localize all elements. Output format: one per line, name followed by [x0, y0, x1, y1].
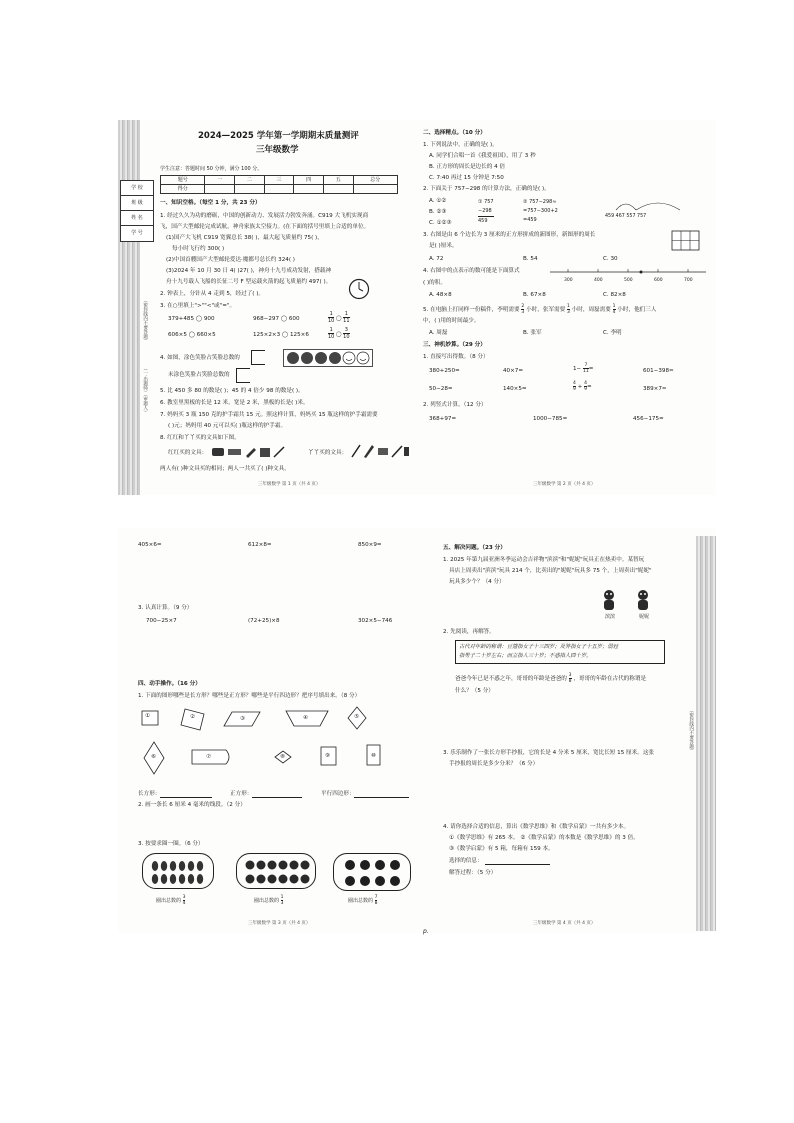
- section-1-heading: 一、知识空格。（每空 1 分，共 23 分）: [160, 200, 261, 206]
- frac-den: 10: [328, 334, 335, 341]
- info-label-id: 学 号: [131, 230, 143, 236]
- choice-4-option: B. 67×8: [523, 292, 546, 298]
- tick-label: 400: [594, 278, 603, 283]
- fraction: [183, 895, 186, 906]
- choice-3: 3. 右图是由 6 个边长为 3 厘米的正方形拼成的新图形，新图形的周长: [423, 232, 596, 238]
- problem-1: 1. 2025 年第九届亚洲冬季运动会吉祥物"滨滨"和"妮妮"玩具正在热卖中。某智玩: [443, 557, 645, 563]
- page-3: [128, 528, 418, 933]
- binding-note-2: （一·出题师）（审题人）: [142, 366, 148, 415]
- info-label-school: 学 校: [121, 181, 153, 196]
- tick-label: 300: [564, 278, 573, 283]
- score-header: 总分: [353, 176, 397, 185]
- rectangle-answer-line[interactable]: [160, 797, 212, 798]
- question-1-1-cont: 每小时飞行约 300( ): [172, 246, 225, 252]
- fruit-group-apples: [333, 853, 411, 891]
- choice-1-c: C. 7:40 再过 15 分钟是 7:50: [429, 175, 504, 181]
- fraction-answer-bracket[interactable]: [251, 350, 265, 365]
- mascot-icons: [598, 588, 656, 612]
- number-line-figure: [548, 266, 708, 278]
- fraction-answer-bracket[interactable]: [236, 368, 250, 383]
- shape-label: ④: [303, 715, 308, 721]
- notice: 学生注意：答题时间 50 分钟，满分 100 分。: [160, 166, 263, 172]
- calc-item-fraction-2: $\frac{4}{9}$ + $\frac{4}{9}$ =: [573, 381, 592, 392]
- calc-line: =459: [523, 217, 537, 223]
- reading-line: 古代对年龄的称谓：豆蔻指女子十三四岁；及笄指女子十五岁；弱冠: [459, 644, 618, 650]
- question-7-cont: ( )元；妈妈用 40 元可以买( )瓶这样的护手霜。: [168, 423, 287, 429]
- vertical-calc-item: 368+97=: [429, 416, 457, 422]
- rectangle-answer-label: 长方形：: [138, 791, 161, 797]
- choice-5-mid2: 小时，周磊需要: [571, 307, 611, 313]
- compare-fraction-1: $\frac{1}{10}$ ◯ $\frac{1}{11}$: [328, 311, 350, 325]
- shape-label: ⑧: [280, 754, 285, 760]
- choice-4-option: A. 48×8: [429, 292, 452, 298]
- stationery-ya-icons: [350, 443, 410, 459]
- six-squares-figure: [671, 230, 701, 252]
- frac-num: 1: [329, 311, 333, 317]
- page-mark: p.: [423, 928, 429, 935]
- fraction: [375, 895, 378, 906]
- question-2: 2. 钟表上，分针从 4 走到 5，经过了( )。: [160, 291, 265, 297]
- smiley-faces-figure: [283, 349, 373, 367]
- binding-strip-left: [118, 120, 140, 495]
- info-label-name: 姓 名: [121, 211, 153, 226]
- score-header: 二: [235, 176, 265, 185]
- parallelogram-answer-label: 平行四边形：: [321, 791, 355, 797]
- choice-2-vertical-calc: [478, 198, 494, 226]
- choice-5-cont: 中，( )用的时间最少。: [423, 318, 480, 324]
- calc-line: =757−300+2: [523, 208, 558, 214]
- calc-line: 459: [478, 218, 488, 224]
- question-4-cont: 未涂色笑脸占笑脸总数的: [168, 372, 230, 378]
- exam-sheet-top: [118, 120, 716, 495]
- score-header: 五: [323, 176, 353, 185]
- choice-2-option: C. ①②③: [429, 220, 452, 226]
- mascot-label: 妮妮: [639, 614, 650, 620]
- shape-label: ⑥: [151, 754, 156, 760]
- score-cell[interactable]: [323, 185, 353, 194]
- calc-operator: +: [577, 384, 583, 390]
- shape-label: ⑤: [354, 714, 359, 720]
- shape-label: ⑦: [206, 754, 211, 760]
- frac-num: 3: [344, 327, 348, 333]
- calc-3-heading: 3. 认真计算。（9 分）: [138, 605, 193, 611]
- fraction-1-3: $\frac{1}{3}$: [567, 304, 570, 315]
- page-4: [443, 528, 698, 933]
- score-table: [160, 175, 398, 194]
- calc-item: 389×7≈: [643, 386, 667, 392]
- section-3-heading: 三、神机妙算。（29 分）: [423, 342, 486, 348]
- circle-instruction: [156, 895, 185, 906]
- fraction-1-4: $\frac{1}{4}$: [612, 304, 616, 315]
- choice-4-option: C. 82×8: [603, 292, 626, 298]
- problem-1-cont-2: 玩具多少个？（4 分）: [449, 579, 505, 585]
- circle-label: 圈出总数的: [348, 898, 374, 904]
- binding-strip-right: [696, 536, 716, 931]
- choice-3-option: C. 30: [603, 256, 618, 262]
- question-1-3: (3)2024 年 10 月 30 日 4( )27( )，神舟十九号成功发射，搭载神: [166, 268, 332, 274]
- circle-label: 圈出总数的: [156, 898, 182, 904]
- operation-2: 2. 画一条长 6 厘米 4 毫米的线段。（2 分）: [138, 802, 246, 808]
- page-footer: 三年级数学 第 3 页（共 4 页）: [248, 921, 311, 926]
- fraction-3-8: $\frac{3}{8}$: [568, 673, 572, 684]
- page-2: [423, 120, 716, 495]
- choice-4: 4. 右图中的点表示的数可能是下面算式: [423, 268, 520, 274]
- frac-den: 10: [328, 318, 335, 325]
- calc-2-heading: 2. 列竖式计算。（12 分）: [423, 402, 487, 408]
- frac-den: 11: [343, 318, 350, 325]
- compare-item: 606×5 ◯ 660×5: [168, 332, 216, 338]
- problem-3: 3. 乐乐制作了一张长方形手抄报，它的长是 4 分米 5 厘米，宽比长短 15 厘米。这张: [443, 750, 655, 756]
- page-footer: 三年级数学 第 1 页（共 4 页）: [258, 482, 321, 487]
- problem-2-question: [455, 673, 646, 684]
- fraction: [281, 895, 284, 906]
- choice-1: 1. 下列说法中，正确的是( )。: [423, 142, 498, 148]
- question-6: 6. 教室里黑板的长是 12 米，宽是 2 米，黑板的长是( )米。: [160, 400, 309, 406]
- page-1: [158, 120, 418, 495]
- choice-2-estimate-calc: [523, 198, 558, 225]
- subject-title: 三年级数学: [256, 145, 299, 155]
- frac-num: 1: [329, 327, 333, 333]
- square-answer-line[interactable]: [252, 797, 302, 798]
- operation-3: 3. 按要求圈一圈。（6 分）: [138, 841, 204, 847]
- student-info-box: [120, 180, 154, 242]
- frac-num: 1: [344, 311, 348, 317]
- choice-5-option: C. 李明: [603, 330, 622, 336]
- frac-num: 1: [280, 895, 284, 900]
- compare-item: 379+485 ◯ 900: [168, 316, 215, 322]
- calc-item: 601−398≈: [643, 368, 674, 374]
- problem-2-question-cont: 什么？（5 分）: [455, 688, 494, 694]
- number-line-jump-figure: [608, 196, 688, 214]
- clock-icon: [348, 278, 370, 300]
- shape-label: ⑨: [325, 753, 330, 759]
- shapes-figure: [140, 706, 390, 784]
- problem-2-text-2: ，哥哥的年龄在古代的称谓是: [573, 676, 647, 682]
- score-header: 一: [205, 176, 235, 185]
- vertical-calc-item: 612×8=: [248, 542, 272, 548]
- score-cell[interactable]: [353, 185, 397, 194]
- calc-prefix: 1−: [573, 366, 582, 372]
- fruit-group-pears: [142, 853, 214, 889]
- problem-1-cont: 具店上周卖出"滨滨"玩具 214 个，比卖出的"妮妮"玩具多 75 个，上周卖出"妮妮": [449, 568, 652, 574]
- problem-4-info: ①《数学思维》有 265 本。 ②《数学启蒙》的本数是《数学思维》的 3 倍。: [449, 835, 639, 841]
- score-cell[interactable]: [264, 185, 294, 194]
- shape-label: ③: [240, 716, 245, 722]
- vertical-calc-item: 456−175=: [633, 416, 664, 422]
- choice-3-option: B. 54: [523, 256, 538, 262]
- info-label-class: 班 级: [121, 196, 153, 211]
- section-2-heading: 二、选择精点。（10 分）: [423, 130, 486, 136]
- binding-note: （密封线内不要答题）: [142, 298, 148, 343]
- choice-2-option: B. ②③: [429, 209, 447, 215]
- calc-line: ① 757: [478, 199, 494, 205]
- choice-5-end: 小时，他们三人: [617, 307, 657, 313]
- calc-item: 380+250=: [429, 368, 460, 374]
- problem-4-process-label: 解答过程：（5 分）: [449, 870, 497, 876]
- circle-instruction: [254, 895, 283, 906]
- vertical-calc-item: 1000−785=: [533, 416, 568, 422]
- question-8-ya: 丫丫买的文具：: [308, 450, 348, 456]
- reading-line: 指男子二十岁左右；而立指人三十岁；不惑指人四十岁。: [459, 653, 592, 659]
- problem-4: 4. 请你选择合适的信息，算出《数学思维》和《数学启蒙》一共有多少本。: [443, 824, 630, 830]
- vertical-calc-item: 405×6=: [138, 542, 162, 548]
- problem-4-info-2: ③《数学启蒙》有 5 箱，每箱有 159 本。: [449, 846, 554, 852]
- question-1-cont: 飞，国产大型邮轮完成试航，神舟家族太空接力。(在下面的括号里填上合适的单位。: [160, 224, 370, 230]
- score-header: 题号: [161, 176, 205, 185]
- choice-3-option: A. 72: [429, 256, 444, 262]
- score-cell[interactable]: [205, 185, 235, 194]
- parallelogram-answer-line[interactable]: [354, 797, 409, 798]
- tick-label: 600: [654, 278, 663, 283]
- frac-den: 3: [280, 901, 284, 906]
- question-1-3-cont: 舟十九号载人飞船的长征二号 F 型运载火箭的起飞质量约 497( )。: [166, 279, 332, 285]
- frac-den: 10: [343, 334, 350, 341]
- tick-label: 700: [684, 278, 693, 283]
- score-row-label: 得分: [161, 185, 205, 194]
- mascot-label: 滨滨: [605, 614, 616, 620]
- shape-label: ②: [190, 714, 195, 720]
- exam-sheet-bottom: [118, 528, 716, 933]
- question-5: 5. 比 450 多 80 的数是( )；45 的 4 倍少 98 的数是( )。: [160, 388, 304, 394]
- frac-den: 4: [182, 901, 186, 906]
- square-answer-label: 正方形：: [230, 791, 253, 797]
- fruit-group-strawberries: [236, 853, 316, 889]
- fraction-2-3: $\frac{2}{3}$: [521, 304, 525, 315]
- pear-icons: [143, 854, 215, 890]
- shape-label: ⑩: [371, 753, 376, 759]
- question-7: 7. 妈妈买 3 瓶 150 克的护手霜共 15 元。照这样计算，妈妈买 15 瓶这样的护手霜需要: [160, 412, 378, 418]
- choice-1-a: A. 同学们合唱一首《我爱祖国》，用了 3 秒: [429, 153, 536, 159]
- vertical-calc-item: 850×9=: [358, 542, 382, 548]
- frac-den: 8: [374, 901, 378, 906]
- calc-item: 40×7=: [503, 368, 524, 374]
- calc-item: 50−28=: [429, 386, 453, 392]
- mixed-calc-item: (72+25)×8: [248, 618, 280, 624]
- question-4: 4. 如图，涂色笑脸占笑脸总数的: [160, 355, 240, 361]
- question-8-answer: 两人有( )种文具买的相同；两人一共买了( )种文具。: [160, 466, 290, 472]
- choice-2-option: A. ①②: [429, 198, 447, 204]
- compare-fraction-2: $\frac{1}{10}$ ◯ $\frac{3}{10}$: [328, 327, 350, 341]
- section-5-heading: 五、解决问题。（23 分）: [443, 545, 506, 551]
- calc-item: 140×5=: [503, 386, 527, 392]
- binding-note-right: （密封线内不要答题）: [688, 708, 694, 753]
- page-footer: 三年级数学 第 2 页（共 4 页）: [533, 482, 596, 487]
- choice-5: [423, 304, 656, 315]
- score-table-row: [161, 185, 398, 194]
- question-1: 1. 经过久久为功的磨砺，中国的创新动力、发展活力勃发奔涌。C919 大飞机实现商: [160, 213, 369, 219]
- exam-title: 2024—2025 学年第一学期期末质量测评: [198, 131, 359, 141]
- calc-1-heading: 1. 直接写出得数。（8 分）: [423, 354, 489, 360]
- question-1-2: (2)中国首艘国产大型邮轮爱达·魔都号总长约 324( ): [166, 257, 295, 263]
- stationery-red-icons: [210, 445, 290, 459]
- question-3: 3. 在○里填上">""<"或"="。: [160, 303, 236, 309]
- score-header: 三: [264, 176, 294, 185]
- score-header: 四: [294, 176, 324, 185]
- calc-line: −298: [478, 207, 494, 217]
- compare-item: 125×2×3 ◯ 125×6: [253, 332, 309, 338]
- question-1-1: (1)国产大飞机 C919 宽翼总长 38( )，最大起飞质量约 75( )，: [166, 235, 323, 241]
- question-8: 8. 红红和丫丫买的文具如下图。: [160, 435, 240, 441]
- apple-icons: [334, 854, 412, 892]
- circle-instruction: [348, 895, 377, 906]
- shape-label: ①: [145, 713, 150, 719]
- choice-5-option: B. 张军: [523, 330, 542, 336]
- choice-2-number-line-labels: 459 467 557 757: [605, 214, 647, 219]
- section-4-heading: 四、动手操作。（16 分）: [138, 681, 201, 687]
- frac-num: 7: [374, 895, 378, 900]
- mixed-calc-item: 302×5−746: [358, 618, 393, 624]
- tick-label: 500: [624, 278, 633, 283]
- choice-4-cont: ( )的积。: [423, 280, 446, 286]
- problem-4-choose-label: 选择的信息：: [449, 858, 483, 864]
- mixed-calc-item: 700−25×7: [146, 618, 177, 624]
- question-8-red: 红红买的文具：: [168, 450, 208, 456]
- page-footer: 三年级数学 第 4 页（共 4 页）: [533, 921, 596, 926]
- score-table-header: [161, 176, 398, 185]
- operation-1: 1. 下面的图形哪些是长方形？哪些是正方形？哪些是平行四边形？把序号填出来。（8 分）: [138, 693, 361, 699]
- choice-5-text: 5. 在电脑上打同样一份稿件，李明需要: [423, 307, 520, 313]
- circle-label: 圈出总数的: [254, 898, 280, 904]
- choice-5-option: A. 周磊: [429, 330, 448, 336]
- compare-item: 968−297 ◯ 600: [253, 316, 300, 322]
- calc-line: ② 757−298≈: [523, 199, 557, 205]
- choice-2: 2. 下面关于 757−298 的计算方法，正确的是( )。: [423, 186, 550, 192]
- strawberry-icons: [237, 854, 317, 890]
- problem-2: 2. 先阅读，再解答。: [443, 629, 495, 635]
- reading-box: [455, 640, 665, 664]
- choose-answer-line[interactable]: [485, 864, 550, 865]
- problem-3-cont: 手抄报的周长是多少分米？（6 分）: [449, 761, 539, 767]
- calc-item-fraction-1: 1− $\frac{7}{11}$ =: [573, 363, 594, 374]
- score-cell[interactable]: [294, 185, 324, 194]
- score-cell[interactable]: [235, 185, 265, 194]
- choice-5-mid: 小时，张军需要: [526, 307, 566, 313]
- problem-2-text: 爸爸今年已是不惑之年，哥哥的年龄是爸爸的: [455, 676, 567, 682]
- choice-1-b: B. 正方形的周长是边长的 4 倍: [429, 164, 506, 170]
- choice-3-cont: 是( )厘米。: [429, 243, 458, 249]
- frac-num: 3: [182, 895, 186, 900]
